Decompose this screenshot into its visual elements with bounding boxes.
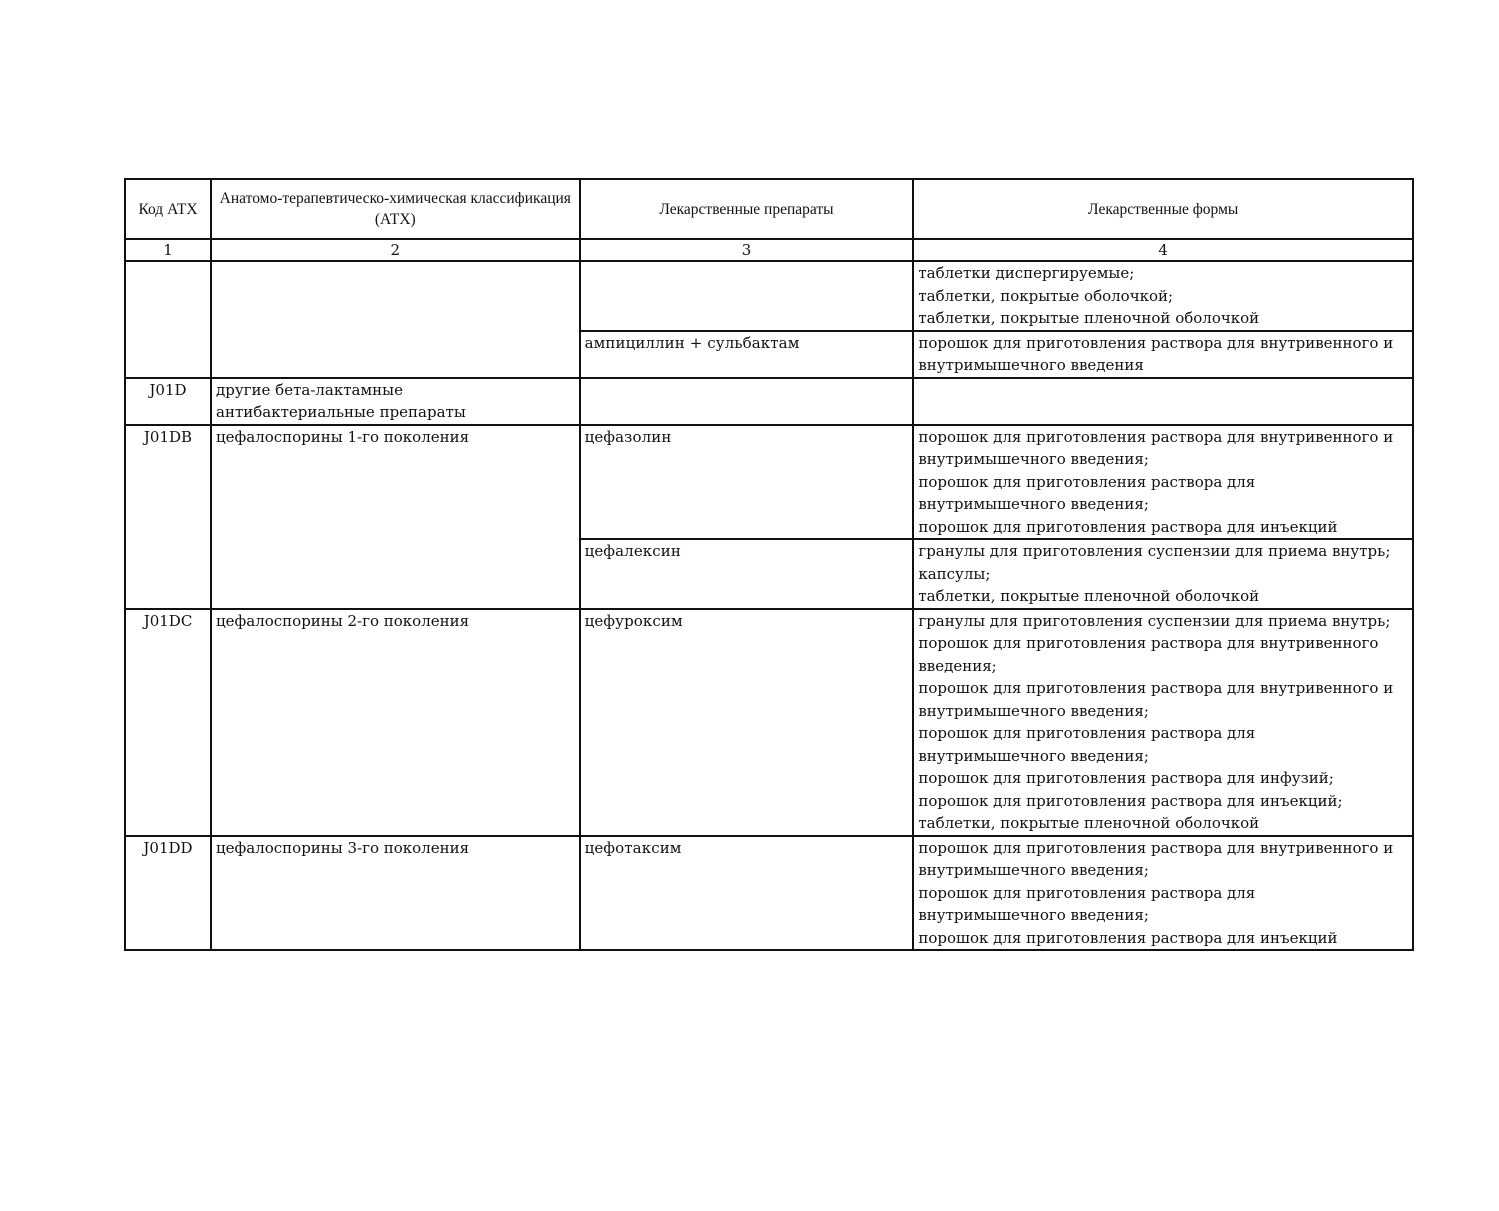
dosage-forms-cell — [913, 539, 1413, 609]
atc-code-cell: J01DD — [125, 836, 211, 951]
atc-code-cell — [125, 261, 211, 378]
drug-name-cell: цефалексин — [580, 539, 914, 609]
dosage-forms-cell — [913, 261, 1413, 331]
dosage-forms-cell — [913, 425, 1413, 540]
atc-drug-table — [124, 178, 1414, 951]
dosage-form-line: порошок для приготовления раствора для внутривенного — [918, 634, 1379, 652]
drug-name-cell: цефазолин — [580, 425, 914, 540]
dosage-form-line: порошок для приготовления раствора для внутривенного и — [918, 333, 1394, 352]
dosage-forms-cell — [913, 378, 1413, 425]
dosage-form-line: таблетки, покрытые пленочной оболочкой — [918, 814, 1260, 832]
dosage-form-line: порошок для приготовления раствора для — [918, 724, 1256, 742]
table-row — [125, 425, 1413, 540]
drug-name-cell: цефотаксим — [580, 836, 914, 951]
drug-name-cell — [580, 378, 914, 425]
drug-name-cell: цефуроксим — [580, 609, 914, 836]
table-row — [125, 836, 1413, 951]
column-number: 1 — [125, 239, 211, 261]
dosage-form-line: внутримышечного введения; — [918, 495, 1149, 513]
table-row — [125, 609, 1413, 836]
classification-line: цефалоспорины 2-го поколения — [216, 611, 470, 630]
header-atc-classification: Анатомо-терапевтическо-химическая классификация (АТХ) — [211, 179, 580, 239]
dosage-form-line: порошок для приготовления раствора для инъекций — [918, 517, 1338, 536]
header-drugs: Лекарственные препараты — [580, 179, 914, 239]
dosage-form-line: таблетки, покрытые пленочной оболочкой — [918, 309, 1260, 327]
dosage-form-line: порошок для приготовления раствора для — [918, 883, 1256, 902]
column-number: 3 — [580, 239, 914, 261]
header-atc-code: Код АТХ — [125, 179, 211, 239]
dosage-form-line: введения; — [918, 656, 997, 675]
dosage-form-line: порошок для приготовления раствора для инъекций; — [918, 791, 1343, 810]
atc-classification-cell — [211, 425, 580, 609]
atc-code-cell: J01D — [125, 378, 211, 425]
classification-line: цефалоспорины 1-го поколения — [216, 427, 470, 446]
drug-name-cell — [580, 261, 914, 331]
dosage-forms-cell — [913, 609, 1413, 836]
dosage-form-line: гранулы для приготовления суспензии для приема внутрь; — [918, 542, 1391, 560]
dosage-form-line: порошок для приготовления раствора для внутривенного и — [918, 679, 1394, 697]
drug-name-cell: ампициллин + сульбактам — [580, 331, 914, 378]
dosage-form-line: порошок для приготовления раствора для инъекций — [918, 928, 1338, 947]
dosage-form-line: внутримышечного введения; — [918, 701, 1149, 720]
dosage-form-line: порошок для приготовления раствора для внутривенного и — [918, 838, 1394, 857]
dosage-forms-cell — [913, 331, 1413, 378]
dosage-form-line: капсулы; — [918, 564, 991, 583]
atc-classification-cell — [211, 609, 580, 836]
atc-classification-cell — [211, 836, 580, 951]
dosage-form-line: гранулы для приготовления суспензии для приема внутрь; — [918, 611, 1391, 630]
atc-classification-cell — [211, 261, 580, 378]
dosage-form-line: внутримышечного введения; — [918, 906, 1149, 924]
dosage-form-line: таблетки диспергируемые; — [918, 264, 1135, 282]
dosage-form-line: внутримышечного введения — [918, 356, 1144, 374]
header-dosage-forms: Лекарственные формы — [913, 179, 1413, 239]
atc-code-cell: J01DC — [125, 609, 211, 836]
table-row — [125, 378, 1413, 425]
column-number-row — [125, 239, 1413, 261]
dosage-form-line: внутримышечного введения; — [918, 861, 1149, 879]
dosage-form-line: внутримышечного введения; — [918, 450, 1149, 468]
atc-code-cell: J01DB — [125, 425, 211, 609]
dosage-form-line: таблетки, покрытые пленочной оболочкой — [918, 587, 1260, 605]
table-row — [125, 261, 1413, 331]
column-number: 4 — [913, 239, 1413, 261]
dosage-form-line: порошок для приготовления раствора для — [918, 472, 1256, 491]
dosage-form-line: таблетки, покрытые оболочкой; — [918, 286, 1174, 305]
header-row — [125, 179, 1413, 239]
classification-line: другие бета-лактамные — [216, 380, 403, 399]
dosage-forms-cell — [913, 836, 1413, 951]
column-number: 2 — [211, 239, 580, 261]
dosage-form-line: порошок для приготовления раствора для внутривенного и — [918, 427, 1394, 446]
classification-line: цефалоспорины 3-го поколения — [216, 838, 470, 857]
atc-classification-cell — [211, 378, 580, 425]
dosage-form-line: внутримышечного введения; — [918, 746, 1149, 765]
dosage-form-line: порошок для приготовления раствора для инфузий; — [918, 769, 1334, 787]
classification-line: антибактериальные препараты — [216, 403, 466, 421]
